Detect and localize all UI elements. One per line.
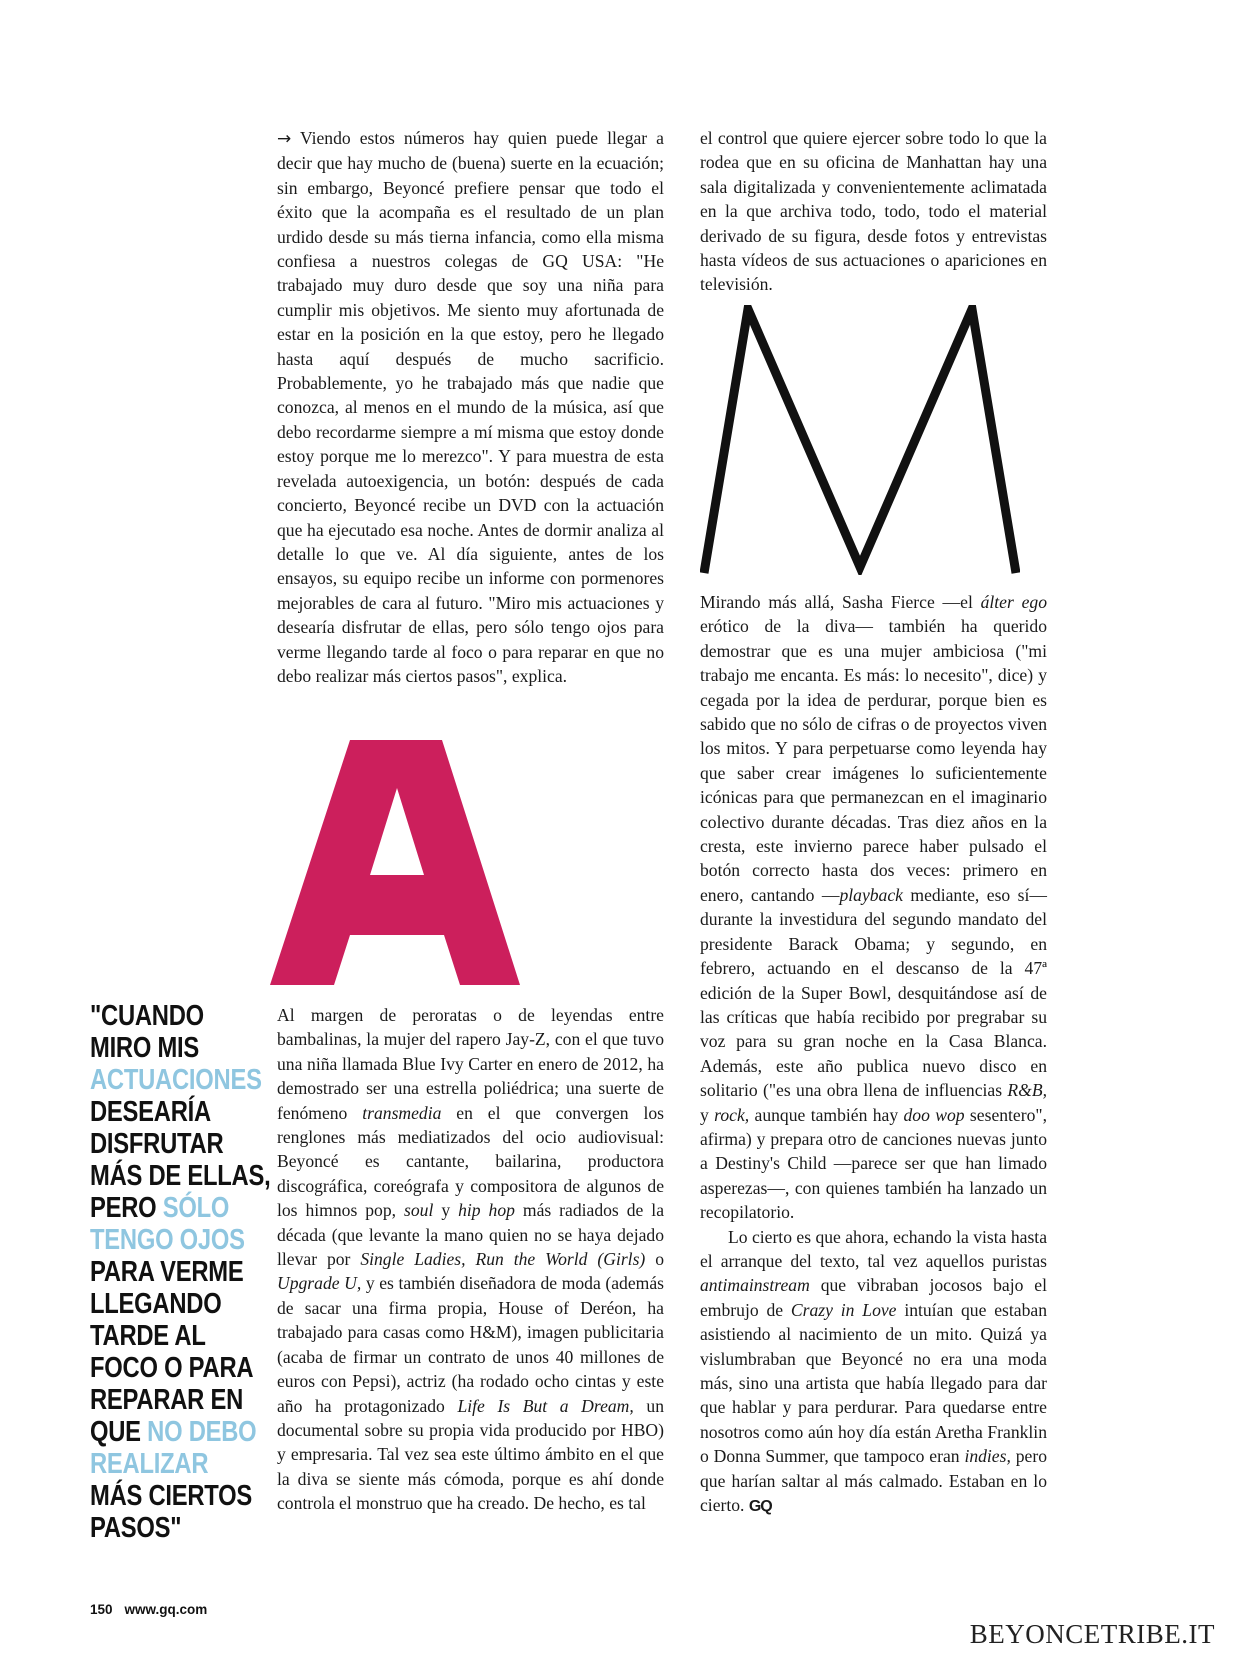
article-column-1-top: [277, 126, 664, 688]
paragraph-text: el control que quiere ejercer sobre todo lo que la rodea que en su oficina de Manhattan hay una sala digitalizada y convenientemente aclimatada en la que archiva todo, todo, todo el material derivado de su figura, desde fotos y entrevistas hasta vídeos de sus actuaciones o apariciones en televisión.: [700, 128, 1047, 295]
paragraph: Mirando más allá, Sasha Fierce —el álter ego erótico de la diva— también ha querido demostrar que es una mujer ambiciosa ("mi trabajo me encanta. Es más: lo necesito", dice) y cegada por la idea de perdurar, porque bien es sabido que no sólo de cifras o de proyectos viven los mitos. Y para perpetuarse como leyenda hay que saber crear imágenes lo suficientemente icónicas para que permanezcan en el imaginario colectivo durante décadas. Tras diez años en la cresta, este invierno parece haber pulsado el botón correcto hasta dos veces: primero en enero, cantando —playback mediante, eso sí— durante la investidura del segundo mandato del presidente Barack Obama; y segundo, en febrero, actuando en el descanso de la 47ª edición de la Super Bowl, desquitándose así de las críticas que había recibido por pregrabar su voz para su gran noche en la Casa Blanca. Además, este año publica nuevo disco en solitario ("es una obra llena de influencias R&B, y rock, aunque también hay doo wop sesentero", afirma) y prepara otro de canciones nuevas junto a Destiny's Child —parece ser que han limado asperezas—, con quienes también ha lanzado un recopilatorio.: [700, 592, 1047, 1223]
letter-a-graphic: [270, 740, 520, 985]
page-number: 150: [90, 1602, 113, 1617]
page-footer: [90, 1602, 207, 1617]
paragraph-text: Viendo estos números hay quien puede llegar a decir que hay mucho de (buena) suerte en la ecuación; sin embargo, Beyoncé prefiere pensar que todo el éxito que la acompaña es el resultado de un plan urdido desde su más tierna infancia, como ella misma confiesa a nuestros colegas de GQ USA: "He trabajado muy duro desde que soy una niña para cumplir mis objetivos. Me siento muy afortunada de estar en la posición en la que estoy, pero he llegado hasta aquí después de mucho sacrificio. Probablemente, yo he trabajado más que nadie que conozca, al menos en el mundo de la música, así que debo recordarme siempre a mí misma que estoy donde estoy porque me lo merezco". Y para muestra de esta revelada autoexigencia, un botón: después de cada concierto, Beyoncé recibe un DVD con la actuación que ha ejecutado esa noche. Antes de dormir analiza al detalle lo que ve. Al día siguiente, antes de los ensayos, su equipo recibe un informe con pormenores mejorables de cara al futuro. "Miro mis actuaciones y desearía disfrutar de ellas, pero sólo tengo ojos para verme llegando tarde al foco o para reparar en que no debo realizar más ciertos pasos", explica.: [277, 128, 664, 686]
letter-m-graphic: [700, 305, 1020, 575]
pull-quote: "CUANDO MIRO MIS ACTUACIONES DESEARÍA DISFRUTAR MÁS DE ELLAS, PERO SÓLO TENGO OJOS PARA VERME LLEGANDO TARDE AL FOCO O PARA REPARAR EN QUE NO DEBO REALIZAR MÁS CIERTOS PASOS": [90, 1000, 271, 1544]
gq-end-logo: GQ: [748, 1498, 772, 1516]
paragraph: Lo cierto es que ahora, echando la vista hasta el arranque del texto, tal vez aquellos puristas antimainstream que vibraban jocosos bajo el embrujo de Crazy in Love intuían que estaban asistiendo al nacimiento de un mito. Quizá ya vislumbraban que Beyoncé no era una moda más, sino una artista que había llegado para dar que hablar y para perdurar. Para quedarse entre nosotros como aún hoy día están Aretha Franklin o Donna Summer, que tampoco eran indies, pero que harían saltar al más calmado. Estaban en lo cierto. GQ: [700, 1226, 1047, 1516]
website-url[interactable]: www.gq.com: [124, 1602, 208, 1617]
paragraph: Al margen de peroratas o de leyendas entre bambalinas, la mujer del rapero Jay-Z, con el que tuvo una niña llamada Blue Ivy Carter en enero de 2012, ha demostrado ser una estrella poliédrica; una suerte de fenómeno transmedia en el que convergen los renglones más mediatizados del ocio audiovisual: Beyoncé es cantante, bailarina, productora discográfica, coreógrafa y compositora de algunos de los himnos pop, soul y hip hop más radiados de la década (que levante la mano quien no se haya dejado llevar por Single Ladies, Run the World (Girls) o Upgrade U, y es también diseñadora de moda (además de sacar una firma propia, House of Deréon, ha trabajado para casas como H&M), imagen publicitaria (acaba de firmar un contrato de unos 40 millones de euros con Pepsi), actriz (ha rodado ocho cintas y este año ha protagonizado Life Is But a Dream, un documental sobre su propia vida producido por HBO) y empresaria. Tal vez sea este último ámbito en el que la diva se siente más cómoda, porque es ahí donde controla el monstruo que ha creado. De hecho, es tal: [277, 1005, 665, 1514]
article-column-1-bottom: [277, 1003, 664, 1516]
article-column-2-top: [700, 126, 1047, 297]
arrow-icon: →: [277, 129, 292, 149]
dropcap-m: [700, 305, 1020, 580]
watermark: BEYONCETRIBE.IT: [969, 1619, 1215, 1649]
article-column-2-bottom: [700, 590, 1047, 1519]
dropcap-a: [270, 740, 520, 990]
